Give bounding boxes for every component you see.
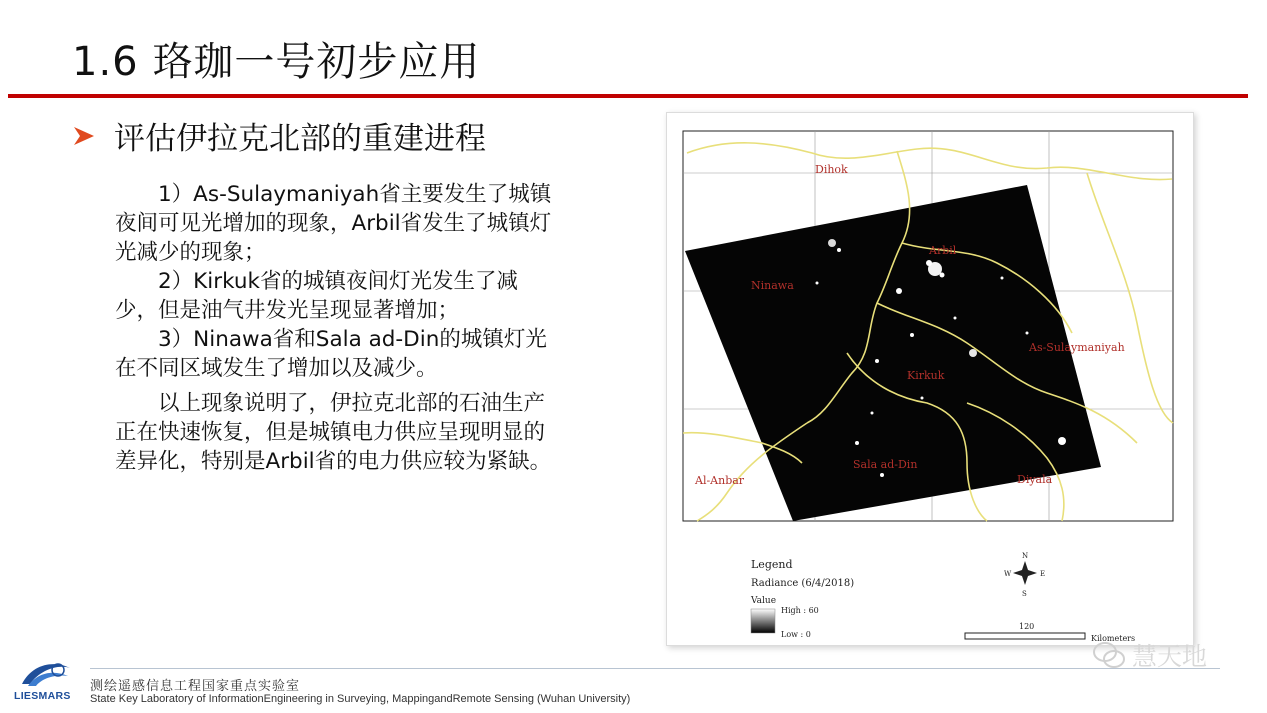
paragraph-sulaymaniyah: 1）As-Sulaymaniyah省主要发生了城镇夜间可见光增加的现象，Arbil省发生了城镇灯光减少的现象；	[115, 182, 552, 265]
legend-layer: Radiance (6/4/2018)	[751, 578, 855, 589]
body-text	[115, 180, 555, 476]
bullet-heading	[72, 113, 486, 158]
compass-w: W	[1004, 570, 1012, 578]
region-label-kirkuk: Kirkuk	[907, 369, 945, 382]
compass-s: S	[1022, 590, 1027, 598]
paragraph-kirkuk: 2）Kirkuk省的城镇夜间灯光发生了减少，但是油气井发光呈现显著增加；	[115, 269, 518, 323]
lab-logo-icon	[14, 654, 78, 690]
title-divider	[8, 94, 1248, 98]
lab-name-en: State Key Laboratory of InformationEngineering in Surveying, MappingandRemote Sensing (Wuhan University)	[90, 693, 631, 705]
wechat-icon	[1092, 640, 1126, 670]
legend-low: Low : 0	[781, 630, 811, 639]
scale-bar	[965, 633, 1085, 639]
region-label-anbar: Al-Anbar	[695, 474, 745, 487]
watermark	[1092, 637, 1207, 673]
legend-field: Value	[751, 596, 777, 606]
paragraph-conclusion: 以上现象说明了，伊拉克北部的石油生产正在快速恢复，但是城镇电力供应呈现明显的差异化，特别是Arbil省的电力供应较为紧缺。	[115, 391, 552, 474]
paragraph-ninawa: 3）Ninawa省和Sala ad-Din的城镇灯光在不同区域发生了增加以及减少。	[115, 327, 547, 381]
arrow-bullet-icon	[72, 124, 96, 148]
lab-name-cn: 测绘遥感信息工程国家重点实验室	[90, 679, 301, 694]
region-label-saladin: Sala ad-Din	[853, 458, 918, 471]
region-label-sulaymaniyah: As-Sulaymaniyah	[1029, 341, 1125, 354]
region-label-diyala: Diyala	[1017, 473, 1053, 486]
compass-e: E	[1040, 570, 1046, 578]
bullet-text: 评估伊拉克北部的重建进程	[114, 121, 486, 157]
legend-ramp	[751, 609, 775, 633]
watermark-text: 慧天地	[1132, 642, 1208, 671]
compass-rose-icon	[1004, 552, 1045, 598]
footer-divider	[90, 668, 1220, 669]
scale-value: 120	[1019, 622, 1035, 631]
legend-high: High : 60	[781, 606, 819, 615]
map-figure	[667, 113, 1195, 647]
slide-title: 1.6 珞珈一号初步应用	[72, 39, 481, 85]
region-label-arbil: Arbil	[929, 244, 957, 257]
legend-title: Legend	[751, 558, 793, 571]
lab-logo-text: LIESMARS	[14, 690, 71, 702]
night-light-map	[666, 112, 1194, 646]
region-label-ninawa: Ninawa	[751, 279, 794, 292]
compass-n: N	[1022, 552, 1029, 560]
region-label-dihok: Dihok	[815, 163, 848, 176]
scale-unit: Kilometers	[1091, 634, 1136, 643]
